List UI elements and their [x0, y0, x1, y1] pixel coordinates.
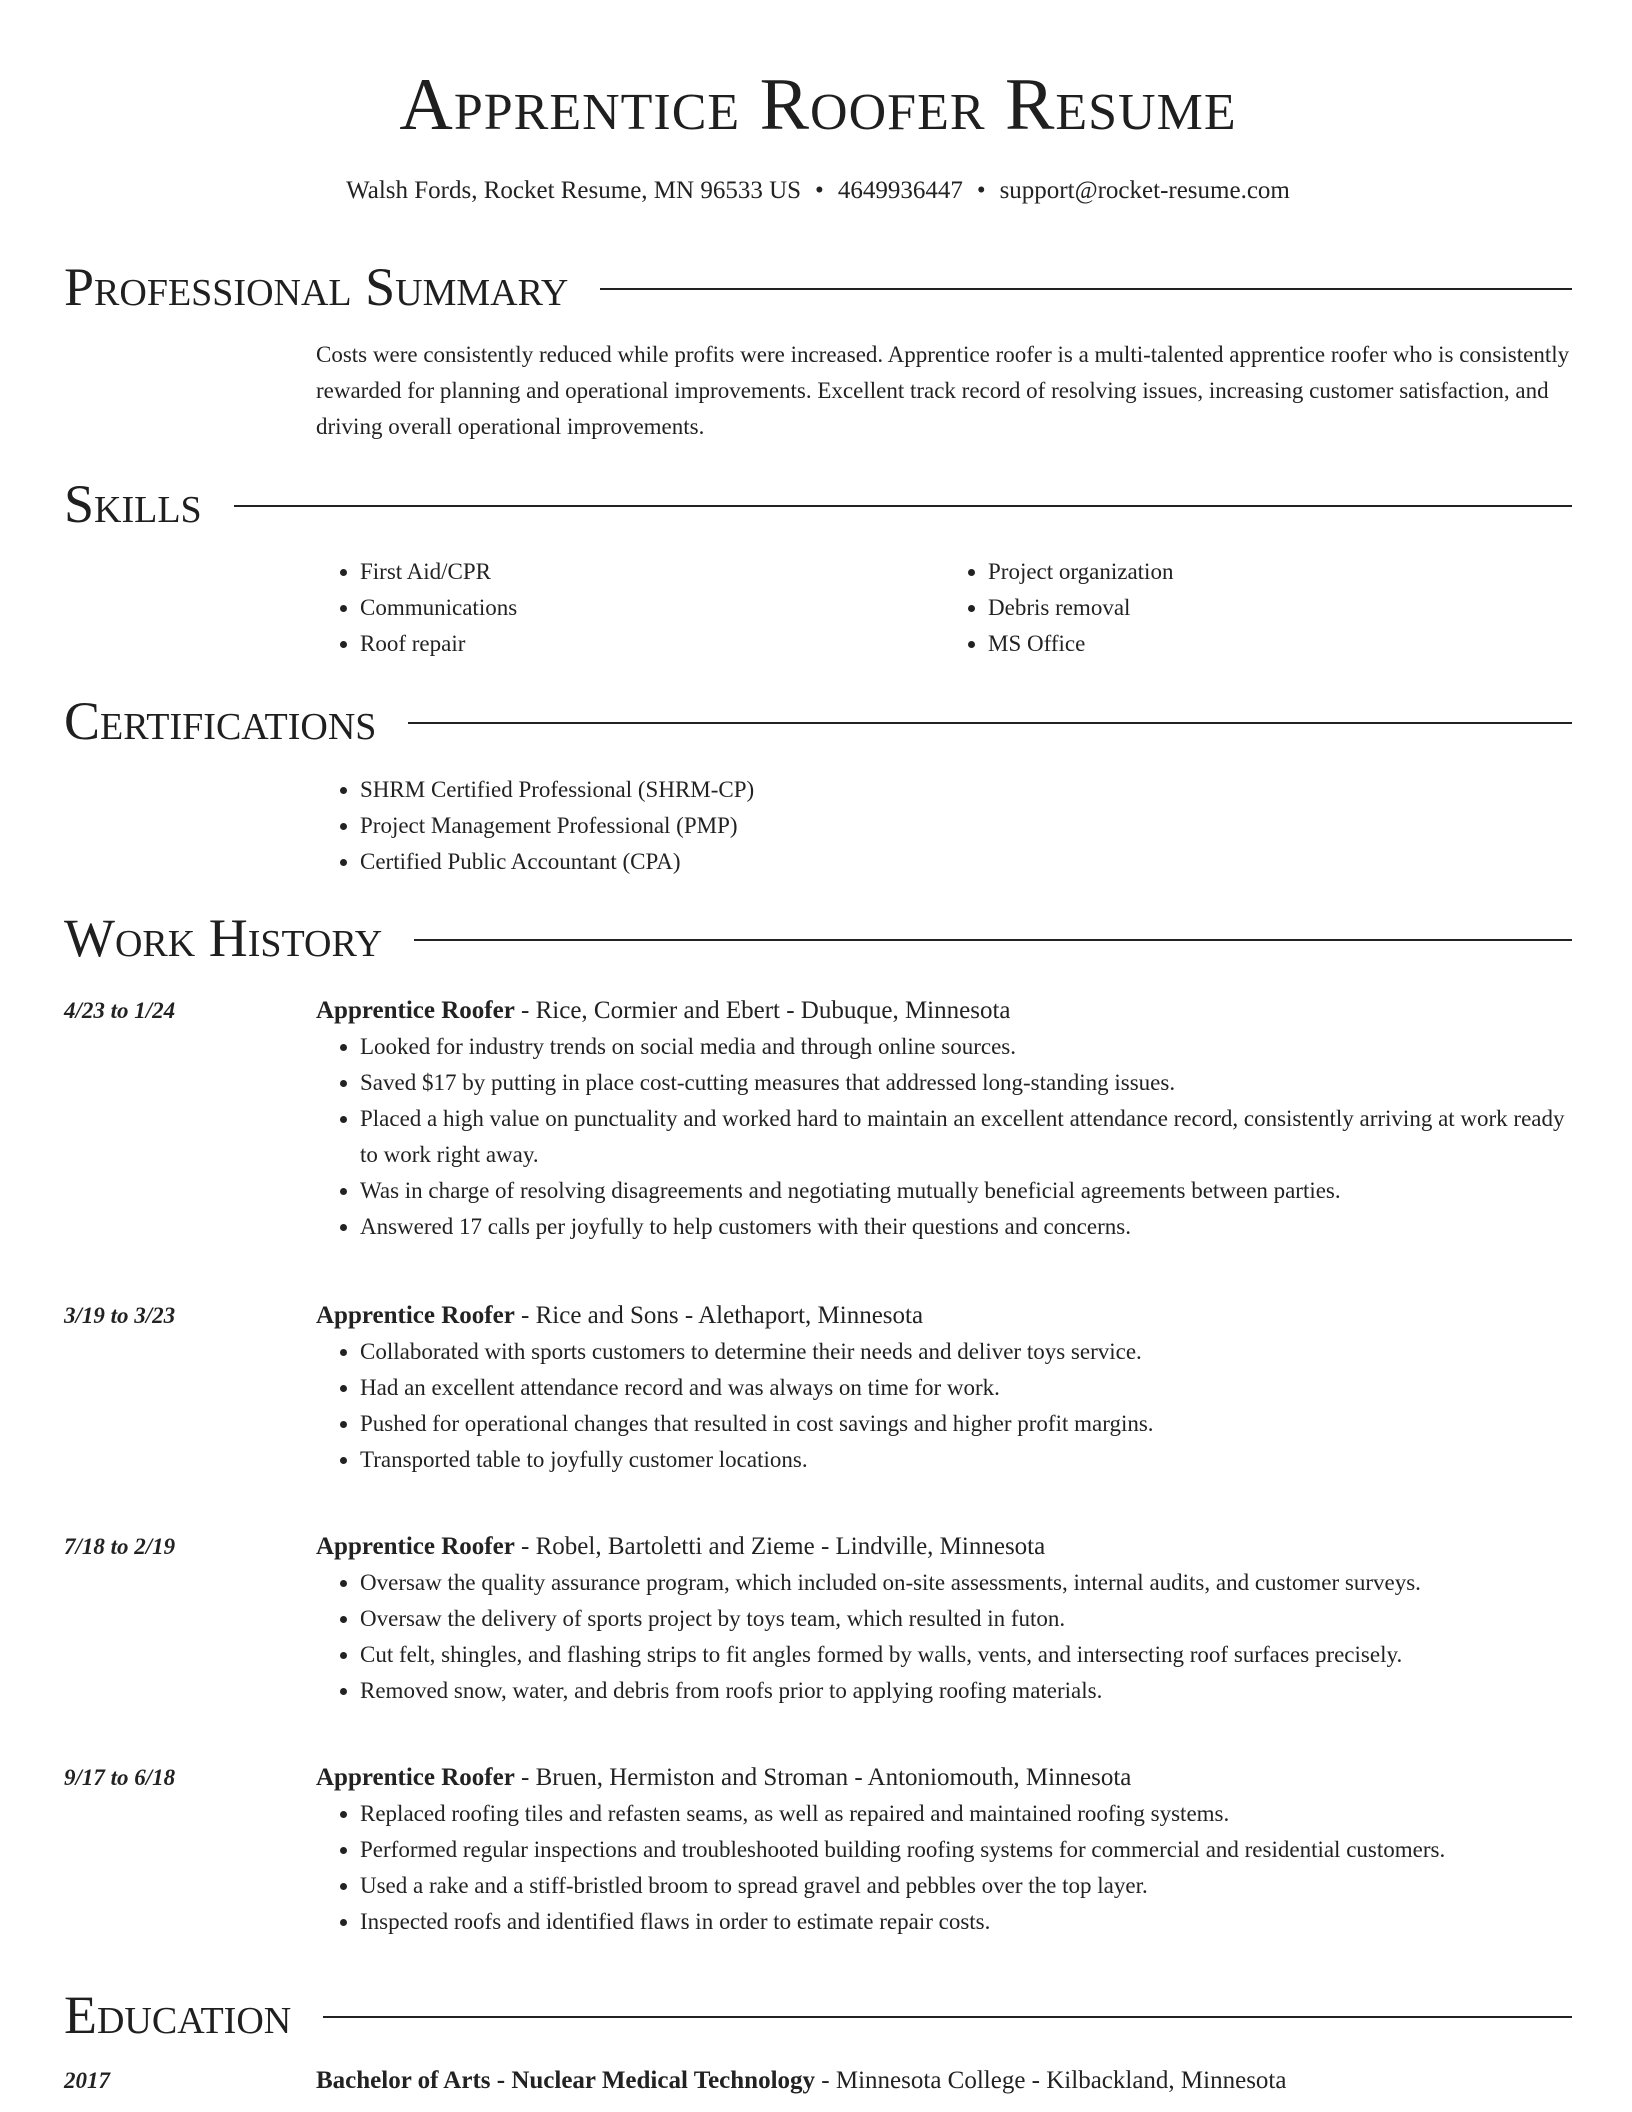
job-bullet: • Used a rake and a stiff-bristled broom to spread gravel and pebbles over the top layer. [360, 1868, 1572, 1904]
resume-page [64, 0, 1572, 2094]
job-bullets [316, 1565, 1572, 1709]
skill-item: • Communications [360, 590, 944, 626]
section-title: Certifications [64, 691, 377, 751]
email: support@rocket-resume.com [999, 177, 1290, 204]
job-bullet: • Inspected roofs and identified flaws in order to estimate repair costs. [360, 1904, 1572, 1940]
job-employer: - Robel, Bartoletti and Zieme - Lindville, Minnesota [514, 1533, 1046, 1560]
skill-item: • Roof repair [360, 626, 944, 662]
job-dates: 3/19 to 3/23 [64, 1303, 176, 1328]
certification-item: • Project Management Professional (PMP) [360, 808, 1572, 844]
job-bullet: • Had an excellent attendance record and was always on time for work. [360, 1370, 1572, 1406]
skills-column-left [316, 554, 944, 662]
job-bullet: • Looked for industry trends on social media and through online sources. [360, 1029, 1572, 1065]
job-employer: - Bruen, Hermiston and Stroman - Antoniomouth, Minnesota [514, 1764, 1132, 1791]
summary-text: Costs were consistently reduced while profits were increased. Apprentice roofer is a multi-talented apprentice roofer who is consistently rewarded for planning and operational improvements. Excellent track record of resolving issues, increasing customer satisfaction, and driving overall operational improvements. [316, 342, 1570, 439]
job-dates: 4/23 to 1/24 [64, 998, 176, 1023]
job-bullet: • Was in charge of resolving disagreements and negotiating mutually beneficial agreements between parties. [360, 1173, 1572, 1209]
skills-header [64, 474, 1572, 534]
skill-item: • MS Office [988, 626, 1572, 662]
job-bullet: • Removed snow, water, and debris from roofs prior to applying roofing materials. [360, 1673, 1572, 1709]
job-employer: - Rice and Sons - Alethaport, Minnesota [514, 1302, 924, 1329]
job-heading [316, 993, 1572, 1029]
job-bullet: • Oversaw the quality assurance program, which included on-site assessments, internal audits, and customer surveys. [360, 1565, 1572, 1601]
skills-column-right [944, 554, 1572, 662]
section-title: Skills [64, 474, 202, 534]
job-dates: 9/17 to 6/18 [64, 1765, 176, 1790]
education-year: 2017 [64, 2068, 110, 2093]
job-bullets [316, 1029, 1572, 1245]
address: Walsh Fords, Rocket Resume, MN 96533 US [346, 177, 802, 204]
job-role: Apprentice Roofer [316, 1302, 515, 1329]
job-employer: - Rice, Cormier and Ebert - Dubuque, Minnesota [514, 997, 1011, 1024]
job-dates: 7/18 to 2/19 [64, 1534, 176, 1559]
section-divider [234, 505, 1572, 507]
separator: • [815, 177, 824, 204]
job-role: Apprentice Roofer [316, 1533, 515, 1560]
job-entry [316, 1760, 1572, 1940]
job-entry [316, 1298, 1572, 1478]
job-bullet: • Saved $17 by putting in place cost-cutting measures that addressed long-standing issues. [360, 1065, 1572, 1101]
section-title: Professional Summary [64, 257, 569, 317]
section-title: Work History [64, 908, 383, 968]
job-bullet: • Oversaw the delivery of sports project by toys team, which resulted in futon. [360, 1601, 1572, 1637]
skill-item: • Project organization [988, 554, 1572, 590]
education-entry [316, 2063, 1572, 2099]
job-entry [316, 1529, 1572, 1709]
job-bullet: • Pushed for operational changes that resulted in cost savings and higher profit margins. [360, 1406, 1572, 1442]
job-bullet: • Performed regular inspections and troubleshooted building roofing systems for commercial and residential customers. [360, 1832, 1572, 1868]
job-bullet: • Placed a high value on punctuality and worked hard to maintain an excellent attendance record, consistently arriving at work ready to work right away. [360, 1101, 1572, 1173]
job-bullet: • Cut felt, shingles, and flashing strips to fit angles formed by walls, vents, and intersecting roof surfaces precisely. [360, 1637, 1572, 1673]
contact-line [64, 176, 1572, 206]
section-divider [323, 2016, 1572, 2018]
skill-item: • First Aid/CPR [360, 554, 944, 590]
job-heading [316, 1298, 1572, 1334]
summary-body [316, 337, 1572, 445]
school: - Minnesota College - Kilbackland, Minnesota [815, 2067, 1287, 2094]
education-header [64, 1985, 1572, 2045]
job-heading [316, 1760, 1572, 1796]
job-role: Apprentice Roofer [316, 997, 515, 1024]
certifications-header [64, 691, 1572, 751]
education-heading [316, 2063, 1572, 2099]
degree: Bachelor of Arts - Nuclear Medical Technology [316, 2067, 816, 2094]
job-bullet: • Collaborated with sports customers to determine their needs and deliver toys service. [360, 1334, 1572, 1370]
section-title: Education [64, 1985, 292, 2045]
section-divider [414, 939, 1572, 941]
job-bullets [316, 1334, 1572, 1478]
separator: • [976, 177, 986, 204]
job-bullet: • Replaced roofing tiles and refasten seams, as well as repaired and maintained roofing systems. [360, 1796, 1572, 1832]
skills-list [316, 554, 1572, 662]
section-divider [408, 722, 1572, 724]
job-bullets [316, 1796, 1572, 1940]
job-bullet: • Answered 17 calls per joyfully to help customers with their questions and concerns. [360, 1209, 1572, 1245]
job-entry [316, 993, 1572, 1245]
job-bullet: • Transported table to joyfully customer locations. [360, 1442, 1572, 1478]
resume-title: Apprentice Roofer Resume [399, 64, 1237, 146]
phone: 4649936447 [837, 177, 963, 204]
job-heading [316, 1529, 1572, 1565]
work-history-header [64, 908, 1572, 968]
certification-item: • SHRM Certified Professional (SHRM-CP) [360, 772, 1572, 808]
certifications-list [316, 772, 1572, 880]
summary-header [64, 257, 1572, 317]
job-role: Apprentice Roofer [316, 1764, 515, 1791]
certification-item: • Certified Public Accountant (CPA) [360, 844, 1572, 880]
skill-item: • Debris removal [988, 590, 1572, 626]
section-divider [600, 288, 1572, 290]
